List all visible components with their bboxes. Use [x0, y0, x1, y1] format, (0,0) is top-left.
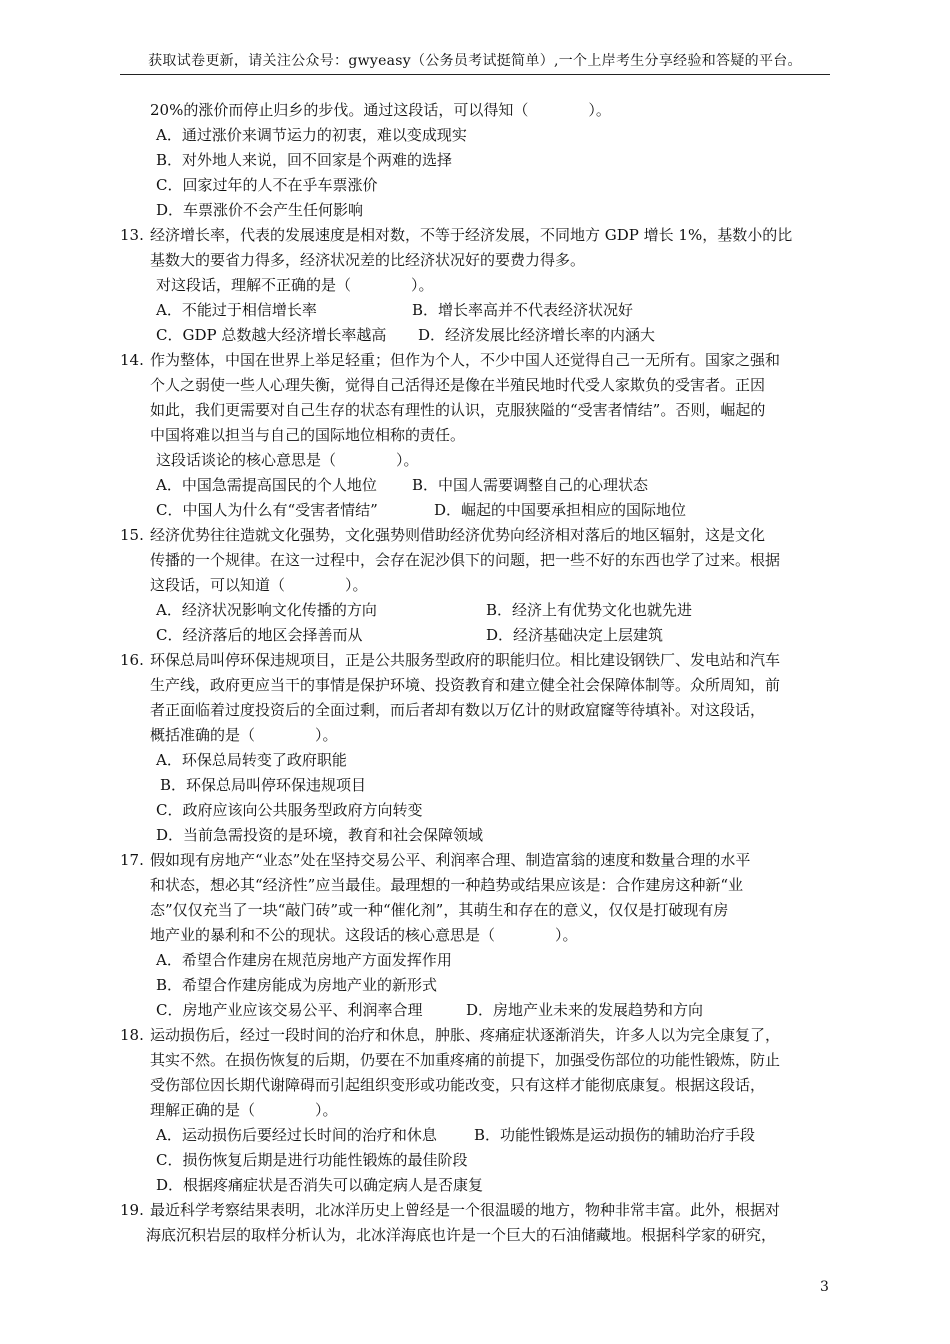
q19-number: 19. [120, 1201, 144, 1219]
q14-option-c: C．中国人为什么有“受害者情结” [156, 501, 378, 519]
q13-option-b: B．增长率高并不代表经济状况好 [412, 301, 634, 319]
q18-line: 理解正确的是（ ）。 [150, 1101, 338, 1119]
q18-option-b: B．功能性锻炼是运动损伤的辅助治疗手段 [474, 1126, 756, 1144]
q18-line: 运动损伤后，经过一段时间的治疗和休息，肿胀、疼痛症状逐渐消失，许多人以为完全康复了， [150, 1026, 781, 1044]
q13-prompt: 对这段话，理解不正确的是（ ）。 [156, 276, 434, 294]
q13-line: 基数大的要省力得多，经济状况差的比经济状况好的要费力得多。 [150, 251, 586, 269]
q17-option-d: D．房地产业未来的发展趋势和方向 [466, 1001, 704, 1019]
q18-option-a: A．运动损伤后要经过长时间的治疗和休息 [156, 1126, 437, 1144]
q12-option-a: A．通过涨价来调节运力的初衷，难以变成现实 [156, 126, 467, 144]
q14-number: 14. [120, 351, 144, 369]
q13-line: 经济增长率，代表的发展速度是相对数，不等于经济发展，不同地方 GDP 增长 1%，基数小的比 [150, 226, 793, 244]
q19-line: 最近科学考察结果表明，北冰洋历史上曾经是一个很温暖的地方，物种非常丰富。此外，根据对 [150, 1201, 781, 1219]
q17-line: 地产业的暴利和不公的现状。这段话的核心意思是（ ）。 [150, 926, 578, 944]
q15-line: 这段话，可以知道（ ）。 [150, 576, 368, 594]
page-number: 3 [820, 1279, 829, 1295]
q18-line: 受伤部位因长期代谢障碍而引起组织变形或功能改变，只有这样才能彻底康复。根据这段话， [150, 1076, 766, 1094]
q12-text: 20%的涨价而停止归乡的步伐。通过这段话，可以得知（ ）。 [150, 101, 611, 119]
q18-option-d: D．根据疼痛症状是否消失可以确定病人是否康复 [156, 1176, 484, 1194]
q14-option-b: B．中国人需要调整自己的心理状态 [412, 476, 649, 494]
q17-option-c: C．房地产业应该交易公平、利润率合理 [156, 1001, 423, 1019]
q14-line: 作为整体，中国在世界上举足轻重；但作为个人，不少中国人还觉得自己一无所有。国家之强和 [150, 351, 781, 369]
q16-line: 环保总局叫停环保违规项目，正是公共服务型政府的职能归位。相比建设钢铁厂、发电站和汽车 [150, 651, 781, 669]
q15-line: 传播的一个规律。在这一过程中，会存在泥沙俱下的问题，把一些不好的东西也学了过来。根据 [150, 551, 781, 569]
q15-number: 15. [120, 526, 144, 544]
q17-number: 17. [120, 851, 144, 869]
q16-option-b: B．环保总局叫停环保违规项目 [160, 776, 367, 794]
q16-option-c: C．政府应该向公共服务型政府方向转变 [156, 801, 423, 819]
q18-number: 18. [120, 1026, 144, 1044]
q17-line: 假如现有房地产“业态”处在坚持交易公平、利润率合理、制造富翁的速度和数量合理的水平 [150, 851, 751, 869]
q14-prompt: 这段话谈论的核心意思是（ ）。 [156, 451, 419, 469]
q17-option-b: B．希望合作建房能成为房地产业的新形式 [156, 976, 438, 994]
q15-option-a: A．经济状况影响文化传播的方向 [156, 601, 377, 619]
q17-option-a: A．希望合作建房在规范房地产方面发挥作用 [156, 951, 452, 969]
q16-line: 者正面临着过度投资后的全面过剩，而后者却有数以万亿计的财政窟窿等待填补。对这段话， [150, 701, 766, 719]
header-rule [120, 74, 830, 75]
q15-option-b: B．经济上有优势文化也就先进 [486, 601, 693, 619]
q13-number: 13. [120, 226, 144, 244]
q16-option-a: A．环保总局转变了政府职能 [156, 751, 347, 769]
q15-option-d: D．经济基础决定上层建筑 [486, 626, 664, 644]
q14-line: 个人之弱使一些人心理失衡，觉得自己活得还是像在半殖民地时代受人家欺负的受害者。正因 [150, 376, 766, 394]
q16-option-d: D．当前急需投资的是环境，教育和社会保障领域 [156, 826, 484, 844]
q13-option-a: A．不能过于相信增长率 [156, 301, 317, 319]
q18-line: 其实不然。在损伤恢复的后期，仍要在不加重疼痛的前提下，加强受伤部位的功能性锻炼，防止 [150, 1051, 781, 1069]
q13-option-c: C．GDP 总数越大经济增长率越高 [156, 326, 387, 344]
q17-line: 态”仅仅充当了一块“敲门砖”或一种“催化剂”，其萌生和存在的意义，仅仅是打破现有房 [150, 901, 729, 919]
q14-option-a: A．中国急需提高国民的个人地位 [156, 476, 377, 494]
q16-line: 概括准确的是（ ）。 [150, 726, 338, 744]
q15-line: 经济优势往往造就文化强势，文化强势则借助经济优势向经济相对落后的地区辐射，这是文化 [150, 526, 766, 544]
q16-number: 16. [120, 651, 144, 669]
q14-option-d: D．崛起的中国要承担相应的国际地位 [434, 501, 687, 519]
q13-option-d: D．经济发展比经济增长率的内涵大 [418, 326, 656, 344]
q15-option-c: C．经济落后的地区会择善而从 [156, 626, 363, 644]
q14-line: 中国将难以担当与自己的国际地位相称的责任。 [150, 426, 466, 444]
q17-line: 和状态，想必其“经济性”应当最佳。最理想的一种趋势或结果应该是：合作建房这种新“业 [150, 876, 744, 894]
q18-option-c: C．损伤恢复后期是进行功能性锻炼的最佳阶段 [156, 1151, 468, 1169]
q12-option-b: B．对外地人来说，回不回家是个两难的选择 [156, 151, 453, 169]
q12-option-d: D．车票涨价不会产生任何影响 [156, 201, 364, 219]
q16-line: 生产线，政府更应当干的事情是保护环境、投资教育和建立健全社会保障体制等。众所周知，前 [150, 676, 781, 694]
page-header: 获取试卷更新，请关注公众号：gwyeasy（公务员考试挺简单）,一个上岸考生分享经验和答疑的平台。 [148, 53, 802, 69]
q14-line: 如此，我们更需要对自己生存的状态有理性的认识，克服狭隘的“受害者情结”。否则，崛起的 [150, 401, 766, 419]
q19-line: 海底沉积岩层的取样分析认为，北冰洋海底也许是一个巨大的石油储藏地。根据科学家的研究， [146, 1226, 777, 1244]
q12-option-c: C．回家过年的人不在乎车票涨价 [156, 176, 378, 194]
